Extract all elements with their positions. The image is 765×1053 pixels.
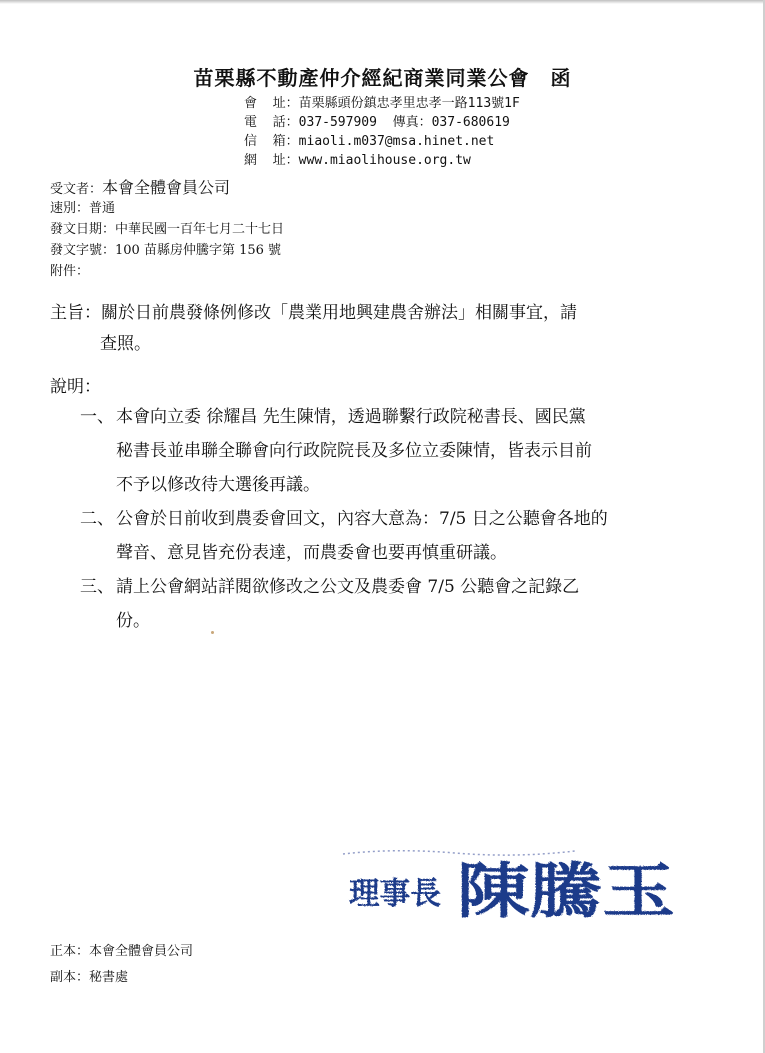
item-line: 請上公會網站詳閱欲修改之公文及農委會 7/5 公聽會之記錄乙 — [116, 577, 580, 597]
contact-address: 會 址：苗栗縣頭份鎮忠孝里忠孝一路113號1F — [244, 96, 520, 111]
subject-label: 主旨： — [50, 303, 101, 323]
ref-row — [50, 240, 284, 261]
ref-value: 100 苗縣房仲騰字第 156 號 — [115, 243, 282, 258]
contact-website-value: www.miaolihouse.org.tw — [298, 153, 471, 168]
date-value: 中華民國一百年七月二十七日 — [115, 222, 285, 237]
date-label: 發文日期： — [50, 222, 116, 237]
subject-line-1 — [50, 298, 730, 329]
explanation-label: 說明： — [50, 377, 101, 397]
speed-row — [50, 198, 284, 219]
contact-website: 網 址：www.miaolihouse.org.tw — [244, 153, 471, 168]
ref-label: 發文字號： — [50, 243, 116, 258]
contact-phone-value: 037-597909 傳真：037-680619 — [298, 115, 510, 130]
recipient-value: 本會全體會員公司 — [102, 178, 231, 197]
speed-label: 速別： — [50, 201, 90, 216]
item-line: 本會向立委 徐耀昌 先生陳情，透過聯繫行政院秘書長、國民黨 — [116, 407, 586, 427]
stamp-ink-edge — [343, 851, 575, 855]
item-line: 秘書長並串聯全聯會向行政院院長及多位立委陳情，皆表示目前 — [116, 441, 592, 461]
original-value: 本會全體會員公司 — [89, 944, 194, 959]
signature-title: 理事長 — [349, 876, 441, 912]
signature-stamp — [335, 842, 685, 932]
subject-text-1: 關於日前農發條例修改「農業用地興建農舍辦法」相關事宜，請 — [101, 303, 577, 323]
footer-block — [50, 939, 193, 991]
explanation-item-3 — [80, 570, 710, 638]
meta-block — [50, 177, 284, 282]
original-row — [50, 939, 193, 965]
item-line: 份。 — [116, 611, 150, 631]
item-line: 聲音、意見皆充份表達，而農委會也要再慎重研議。 — [116, 543, 507, 563]
subject-block — [50, 298, 730, 360]
contact-address-value: 苗栗縣頭份鎮忠孝里忠孝一路113號1F — [298, 96, 520, 111]
copy-value: 秘書處 — [89, 970, 129, 985]
copy-label: 副本： — [50, 970, 90, 985]
speed-value: 普通 — [89, 201, 116, 216]
contact-address-label: 會 址 — [244, 96, 286, 111]
contact-email-label: 信 箱 — [244, 134, 286, 149]
item-line: 不予以修改待大選後再議。 — [116, 475, 320, 495]
contact-phone: 電 話：037-597909 傳真：037-680619 — [244, 115, 510, 130]
explanation-item-2 — [80, 502, 710, 570]
contact-website-label: 網 址 — [244, 153, 286, 168]
item-number: 一、 — [80, 407, 114, 427]
explanation-item-1 — [80, 400, 710, 502]
scan-edge-top — [0, 0, 765, 4]
item-number: 三、 — [80, 577, 114, 597]
subject-line-2: 查照。 — [100, 334, 151, 354]
document-title: 苗栗縣不動產仲介經紀商業同業公會 函 — [193, 66, 572, 90]
explanation-list — [80, 400, 710, 638]
contact-block — [244, 94, 520, 170]
date-row — [50, 219, 284, 240]
original-label: 正本： — [50, 944, 90, 959]
item-line: 公會於日前收到農委會回文，內容大意為：7/5 日之公聽會各地的 — [116, 509, 608, 529]
attachment-label: 附件： — [50, 264, 90, 279]
contact-email: 信 箱：miaoli.m037@msa.hinet.net — [244, 134, 495, 149]
signature-stamp-graphic — [335, 842, 685, 932]
signature-name: 陳騰玉 — [457, 857, 675, 927]
attachment-row — [50, 261, 284, 282]
item-number: 二、 — [80, 509, 114, 529]
copy-row — [50, 965, 193, 991]
contact-phone-label: 電 話 — [244, 115, 286, 130]
contact-email-value: miaoli.m037@msa.hinet.net — [298, 134, 495, 149]
recipient-label: 受文者： — [50, 182, 103, 197]
recipient-row — [50, 177, 284, 198]
